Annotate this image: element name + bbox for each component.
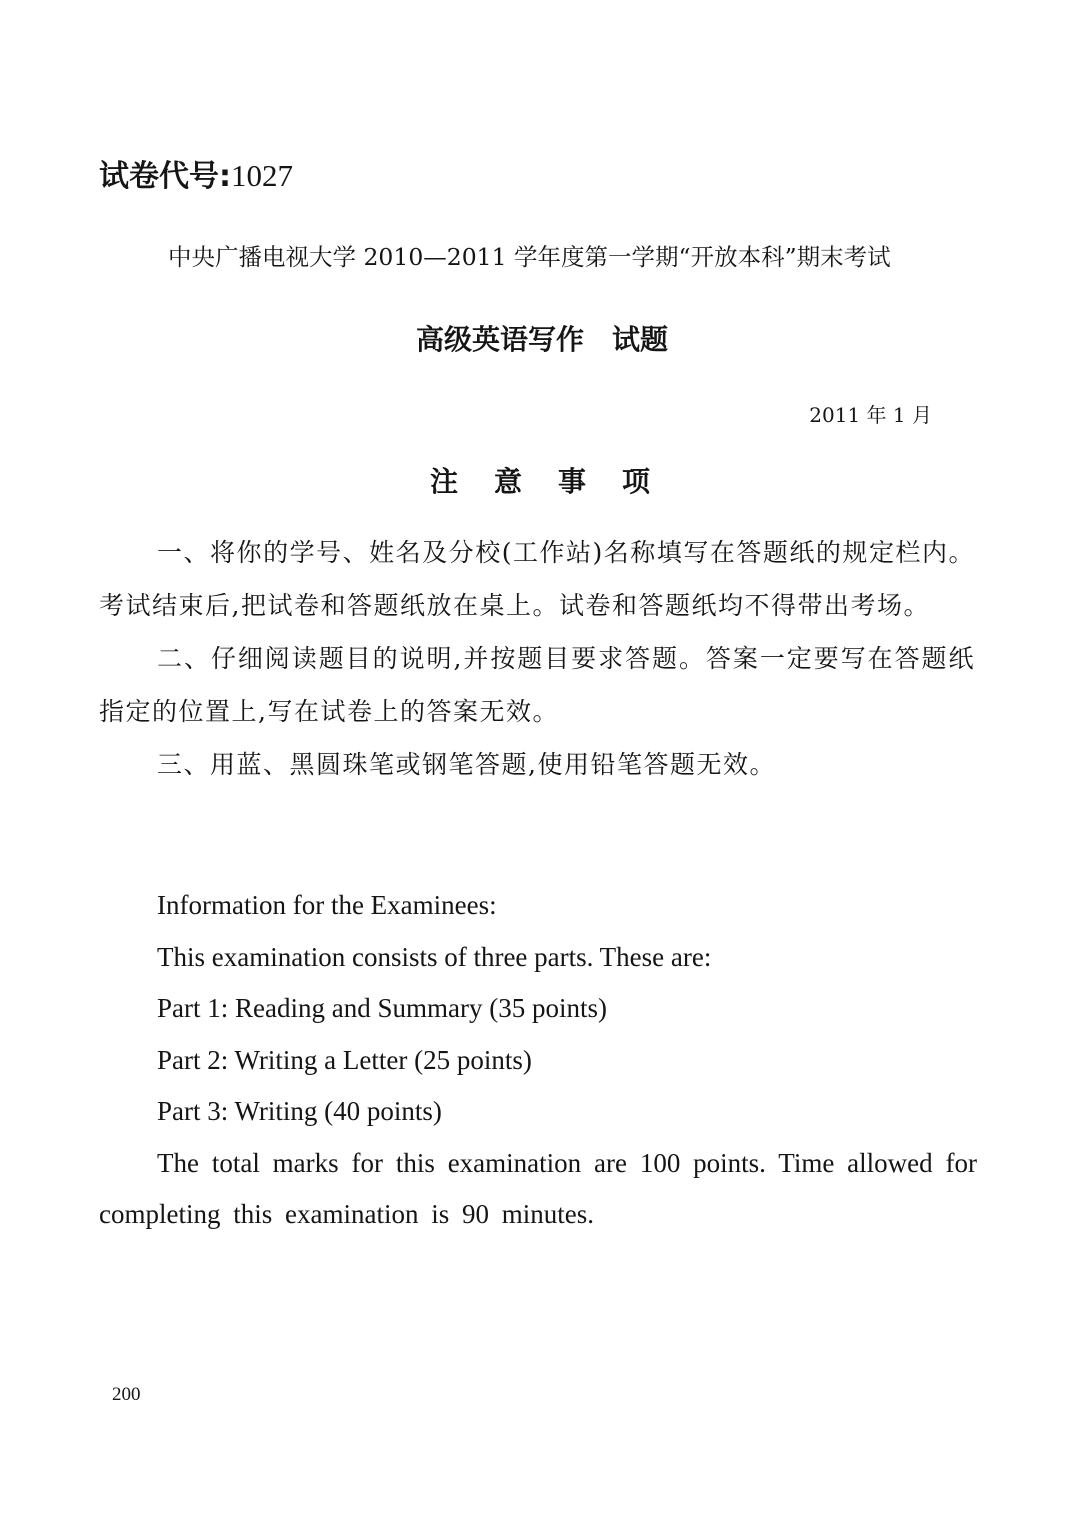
info-closing: The total marks for this examination are 100 points. Time allowed for completing this examination is 90 minutes.	[99, 1147, 977, 1229]
page-number: 200	[112, 1384, 141, 1405]
info-part-1: Part 1: Reading and Summary (35 points)	[157, 993, 607, 1023]
paper-code-value: 1027	[231, 158, 293, 193]
exam-subtitle: 中央广播电视大学 2010—2011 学年度第一学期“开放本科”期末考试	[168, 243, 891, 271]
notice-heading: 注意事项	[429, 465, 686, 498]
info-intro: This examination consists of three parts. These are:	[157, 941, 712, 972]
paper-code-label: 试卷代号:	[99, 159, 231, 194]
exam-date: 2011 年 1 月	[809, 403, 932, 427]
instruction-item-3: 三、用蓝、黑圆珠笔或钢笔答题,使用铅笔答题无效。	[157, 750, 776, 779]
exam-title: 高级英语写作 试题	[415, 323, 668, 356]
instruction-item-2: 二、仔细阅读题目的说明,并按题目要求答题。答案一定要写在答题纸指定的位置上,写在试卷上的答案无效。	[99, 644, 975, 726]
info-part-2: Part 2: Writing a Letter (25 points)	[157, 1044, 532, 1075]
info-heading: Information for the Examinees:	[157, 890, 497, 920]
info-part-3: Part 3: Writing (40 points)	[157, 1096, 442, 1126]
examinee-info-section	[99, 880, 977, 1241]
paper-code-line	[99, 156, 293, 197]
instruction-item-1: 一、将你的学号、姓名及分校(工作站)名称填写在答题纸的规定栏内。考试结束后,把试卷和答题纸放在桌上。试卷和答题纸均不得带出考场。	[99, 538, 975, 620]
instructions-section	[99, 526, 975, 791]
